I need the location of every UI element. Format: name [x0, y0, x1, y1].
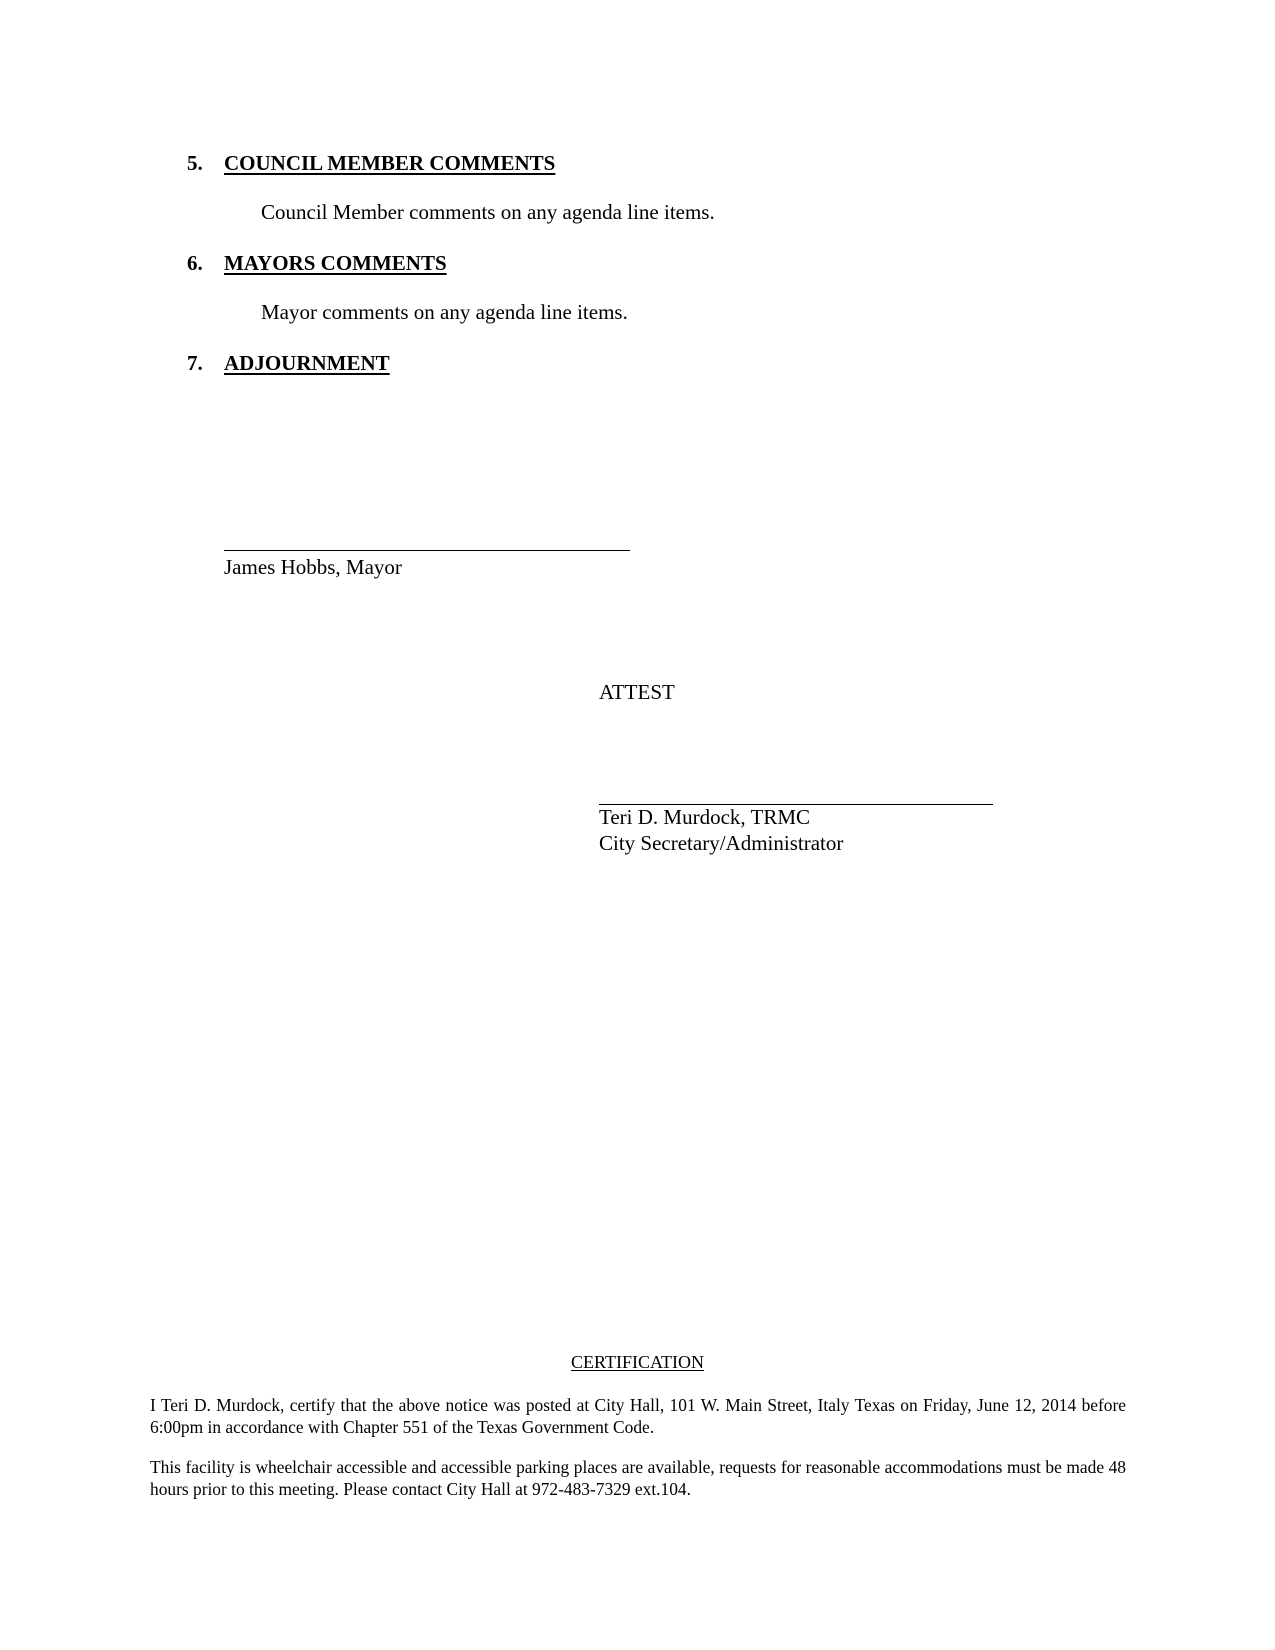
agenda-item-number: 7. [187, 351, 203, 375]
certification-paragraph: I Teri D. Murdock, certify that the above notice was posted at City Hall, 101 W. Main Street, Italy Texas on Friday, June 12, 2014 before 6:00pm in accordance with Chapter 551 of the Texas Government Code. [150, 1395, 1126, 1437]
certification-title: CERTIFICATION [571, 1352, 704, 1372]
secretary-title: City Secretary/Administrator [599, 831, 844, 855]
agenda-item-number: 6. [187, 251, 203, 275]
agenda-item-6-text: Mayor comments on any agenda line items. [261, 300, 628, 324]
secretary-name: Teri D. Murdock, TRMC [599, 805, 811, 829]
agenda-item-5-text: Council Member comments on any agenda line items. [261, 200, 715, 224]
agenda-item-number: 5. [187, 151, 203, 175]
accessibility-paragraph: This facility is wheelchair accessible and accessible parking places are available, requests for reasonable accommodations must be made 48 hours prior to this meeting. Please contact City Hall at 972-483-7329 ext.104. [150, 1457, 1126, 1499]
agenda-item-title: ADJOURNMENT [224, 351, 390, 375]
attest-label: ATTEST [599, 680, 675, 704]
mayor-signature-line [224, 550, 630, 551]
agenda-item-title: MAYORS COMMENTS [224, 251, 447, 275]
mayor-name: James Hobbs, Mayor [224, 555, 402, 579]
agenda-item-title: COUNCIL MEMBER COMMENTS [224, 151, 556, 175]
